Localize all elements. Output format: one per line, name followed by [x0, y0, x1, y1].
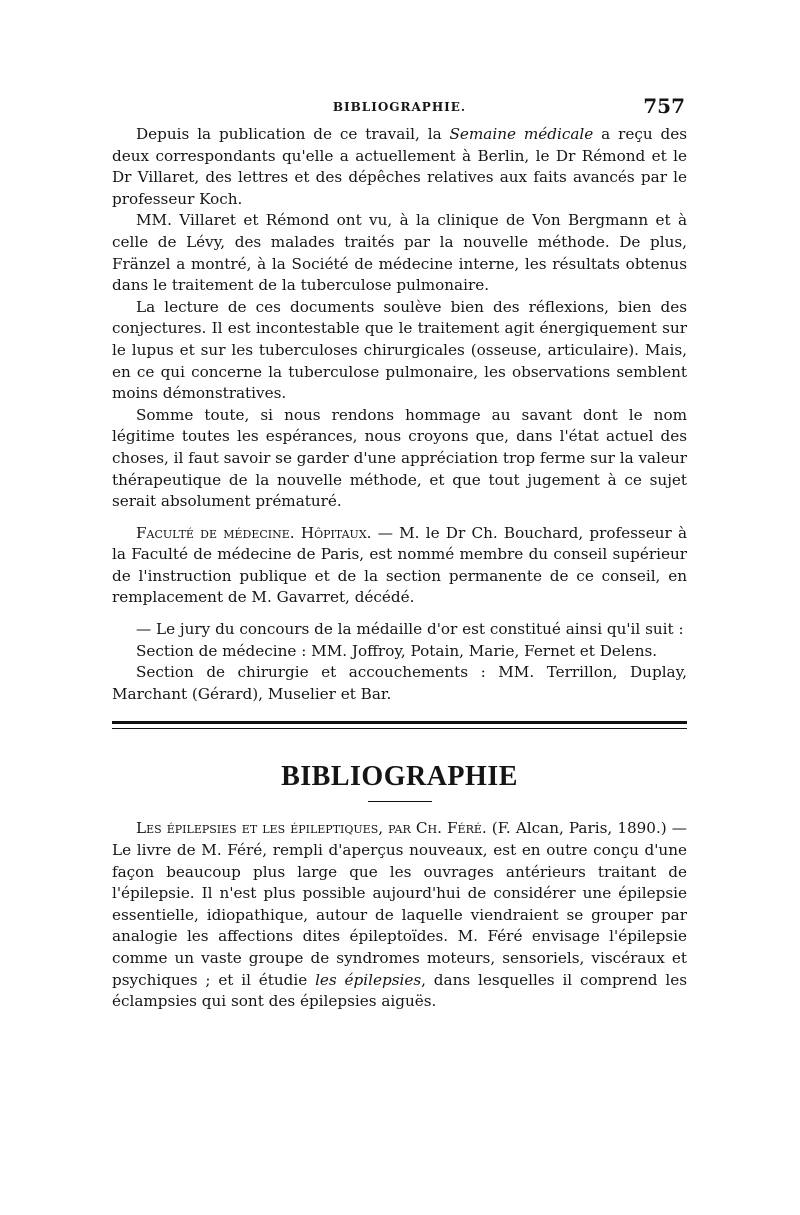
- bibliography-title: BIBLIOGRAPHIE: [281, 761, 518, 793]
- news-paragraph-1-start: Depuis la publication de ce travail, la: [136, 125, 450, 143]
- news-paragraph-1: [112, 124, 687, 210]
- book-review-paragraph: [112, 818, 687, 1012]
- news-paragraph-2: MM. Villaret et Rémond ont vu, à la clinique de Von Bergmann et à celle de Lévy, des malades traités par la nouvelle méthode. De plus, Fränzel a montré, à la Société de médecine interne, les résultats obtenus dans le traitement de la tuberculose pulmonaire.: [112, 211, 687, 295]
- running-title: BIBLIOGRAPHIE.: [332, 100, 467, 114]
- journal-title: Semaine médicale: [449, 125, 594, 143]
- news-paragraph-1-end: a reçu des deux correspondants qu'elle a actuellement à Berlin, le Dr Rémond et le Dr Villaret, des lettres et des dépêches relatives aux faits avancés par le professeur Koch.: [112, 125, 687, 208]
- book-publisher: (F. Alcan, Paris, 1890.): [486, 819, 667, 838]
- jury-surgery-section: Section de chirurgie et accouchements : MM. Terrillon, Duplay, Marchant (Gérard), Muselier et Bar.: [112, 663, 687, 703]
- page-header: [112, 94, 687, 124]
- book-review-text-start: — Le livre de M. Féré, rempli d'aperçus nouveaux, est en outre conçu d'une façon beaucoup plus large que les ouvrages antérieurs traitant de l'épilepsie. Il n'est plus possible aujourd'hui de considérer une épilepsie essentielle, idiopathique, autour de laquelle viendraient se grouper par analogie les affections dites épileptoïdes. M. Féré envisage l'épilepsie comme un vaste groupe de syndromes moteurs, sensoriels, viscéraux et psychiques ; et il étudie: [112, 819, 687, 989]
- book-review-text-end: , dans lesquelles il comprend les éclampsies qui sont des épilepsies aiguës.: [112, 970, 687, 1011]
- document-page: [112, 94, 687, 1013]
- page-number: 757: [643, 94, 685, 118]
- book-review-italic-term: les épilepsies: [315, 970, 422, 989]
- news-paragraph-4: Somme toute, si nous rendons hommage au savant dont le nom légitime toutes les espérances, nous croyons que, dans l'état actuel des choses, il faut savoir se garder d'une appréciation trop ferme sur la valeur thérapeutique de la nouvelle méthode, et que tout jugement à ce sujet serait absolument prématuré.: [112, 405, 687, 511]
- faculty-news-label: Faculté de médecine. Hôpitaux.: [136, 523, 372, 542]
- faculty-news-paragraph: [112, 523, 687, 609]
- separator-thick-rule: [112, 721, 687, 724]
- title-underline: [368, 801, 432, 802]
- separator-thin-rule: [112, 728, 687, 729]
- book-author: par Ch. Féré.: [383, 819, 487, 838]
- jury-medicine-section: Section de médecine : MM. Joffroy, Potain, Marie, Fernet et Delens.: [136, 641, 658, 660]
- book-title: Les épilepsies et les épileptiques,: [136, 819, 384, 838]
- news-paragraph-3: La lecture de ces documents soulève bien des réflexions, bien des conjectures. Il est incontestable que le traitement agit énergiquement sur le lupus et sur les tuberculoses chirurgicales (osseuse, articulaire). Mais, en ce qui concerne la tuberculose pulmonaire, les observations semblent moins démonstratives.: [112, 297, 687, 403]
- section-separator: [112, 721, 687, 733]
- faculty-news-text: — M. le Dr Ch. Bouchard, professeur à la Faculté de médecine de Paris, est nommé membre du conseil supérieur de l'instruction publique et de la section permanente de ce conseil, en remplacement de M. Gavarret, décédé.: [112, 523, 688, 607]
- jury-paragraph: — Le jury du concours de la médaille d'or est constitué ainsi qu'il suit :: [136, 620, 684, 639]
